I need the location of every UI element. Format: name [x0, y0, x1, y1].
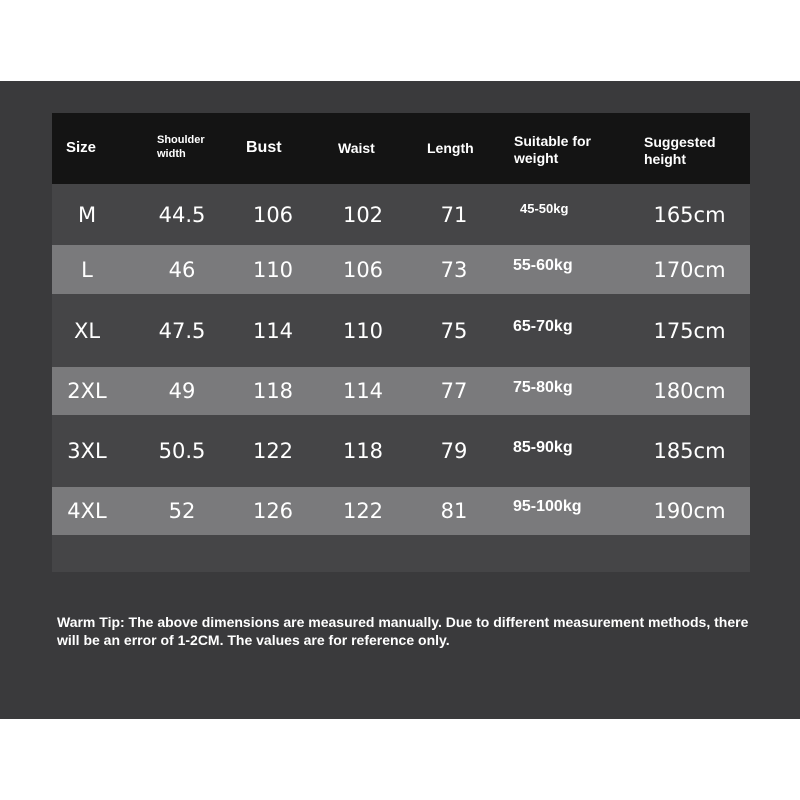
cell-height: 190cm — [653, 499, 726, 523]
header-size: Size — [66, 139, 97, 156]
header-shoulder: Shoulder width — [157, 134, 205, 160]
cell-height: 165cm — [653, 202, 726, 227]
cell-waist: 102 — [342, 202, 384, 227]
cell-weight: 95-100kg — [513, 498, 582, 515]
cell-height: 170cm — [653, 257, 726, 282]
table-row — [52, 294, 750, 367]
table-header-row — [52, 113, 750, 184]
warm-tip-note: Warm Tip: The above dimensions are measured manually. Due to different measurement methods, there will be an error of 1-2CM. The values are for reference only. — [57, 614, 749, 648]
cell-length: 81 — [440, 499, 468, 523]
table-row — [52, 184, 750, 245]
cell-bust: 122 — [252, 439, 294, 463]
cell-size: 3XL — [67, 439, 107, 463]
cell-waist: 106 — [342, 257, 384, 282]
cell-weight: 75-80kg — [513, 379, 573, 396]
cell-height: 185cm — [653, 439, 726, 463]
header-length: Length — [427, 140, 474, 156]
cell-bust: 118 — [252, 379, 294, 403]
cell-length: 73 — [440, 257, 468, 282]
size-table — [52, 113, 750, 572]
cell-size: M — [77, 202, 97, 227]
cell-bust: 114 — [252, 318, 294, 343]
table-row — [52, 245, 750, 294]
cell-shoulder: 44.5 — [158, 202, 206, 227]
header-waist: Waist — [338, 140, 375, 156]
cell-waist: 110 — [342, 318, 384, 343]
cell-length: 71 — [440, 202, 468, 227]
header-bust: Bust — [246, 139, 282, 156]
cell-shoulder: 47.5 — [158, 318, 206, 343]
cell-size: L — [81, 257, 93, 282]
cell-waist: 118 — [342, 439, 384, 463]
cell-size: 2XL — [67, 379, 107, 403]
cell-weight: 85-90kg — [513, 439, 573, 456]
cell-bust: 110 — [252, 257, 294, 282]
cell-shoulder: 52 — [168, 499, 196, 523]
table-row — [52, 487, 750, 535]
cell-length: 75 — [440, 318, 468, 343]
cell-size: 4XL — [67, 499, 107, 523]
cell-length: 77 — [440, 379, 468, 403]
cell-shoulder: 49 — [168, 379, 196, 403]
cell-bust: 106 — [252, 202, 294, 227]
cell-weight: 65-70kg — [513, 318, 573, 335]
cell-shoulder: 50.5 — [158, 439, 206, 463]
cell-shoulder: 46 — [168, 257, 196, 282]
cell-weight: 45-50kg — [520, 201, 569, 216]
cell-bust: 126 — [252, 499, 294, 523]
cell-length: 79 — [440, 439, 468, 463]
header-weight: Suitable for weight — [514, 133, 592, 166]
cell-height: 180cm — [653, 379, 726, 403]
cell-weight: 55-60kg — [513, 257, 573, 274]
cell-waist: 114 — [342, 379, 384, 403]
table-empty-row — [52, 535, 750, 572]
size-chart-panel — [0, 81, 800, 719]
table-row — [52, 367, 750, 415]
table-row — [52, 415, 750, 487]
cell-size: XL — [73, 318, 101, 343]
header-height: Suggested height — [644, 134, 716, 167]
cell-height: 175cm — [653, 318, 726, 343]
cell-waist: 122 — [342, 499, 384, 523]
